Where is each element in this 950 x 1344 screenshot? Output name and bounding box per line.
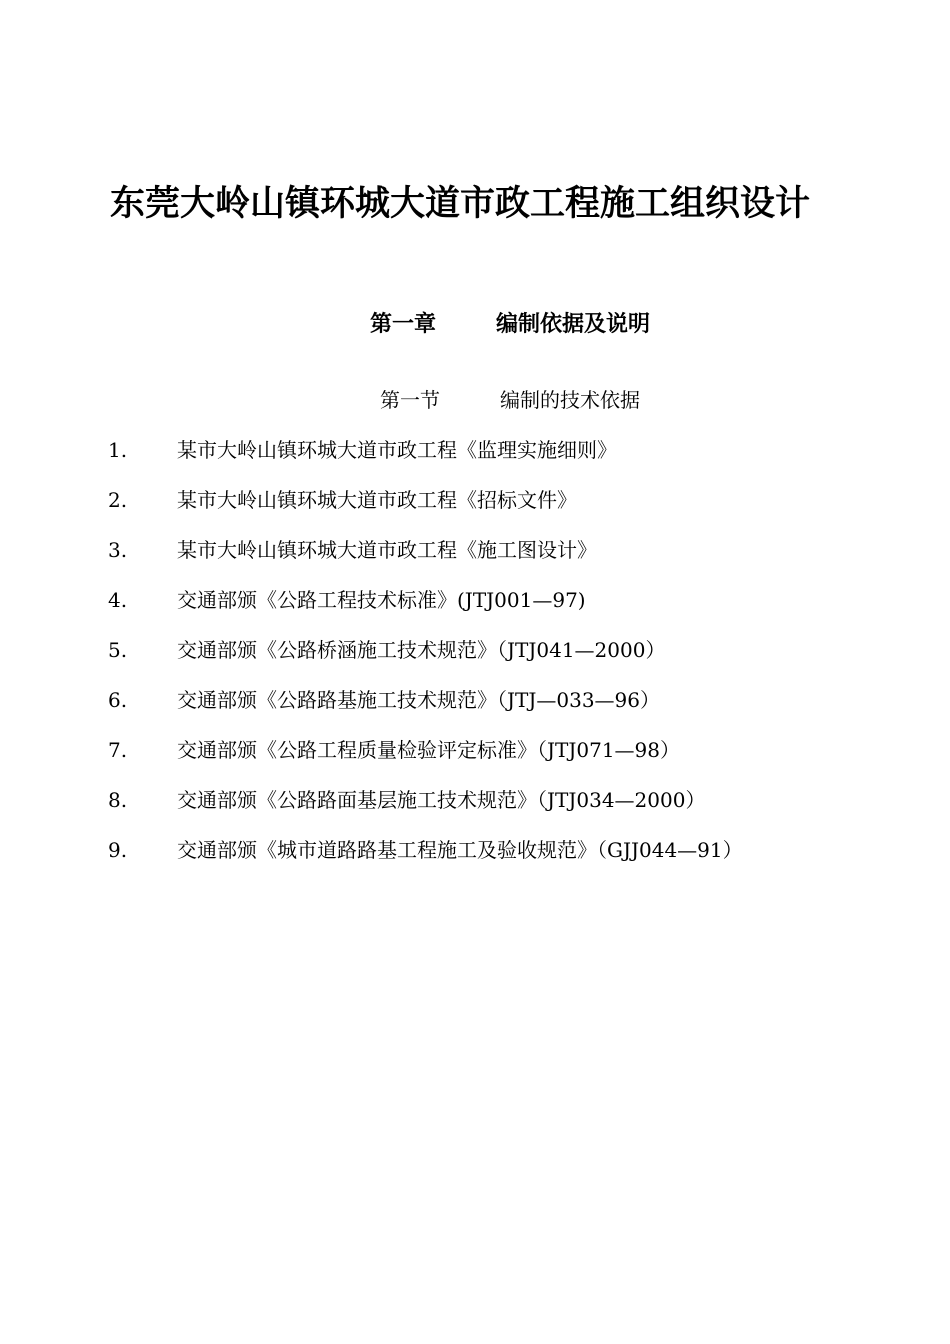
list-item-text: 交通部颁《城市道路路基工程施工及验收规范》（GJJ044—91） [177, 838, 743, 862]
document-title: 东莞大岭山镇环城大道市政工程施工组织设计 [109, 184, 810, 224]
section-number: 第一节 [380, 388, 440, 412]
list-item [108, 434, 743, 484]
section-heading [380, 385, 640, 415]
list-item [108, 634, 743, 684]
list-item-text: 交通部颁《公路工程技术标准》(JTJ001—97) [177, 588, 586, 612]
list-item-index: 4. [108, 588, 128, 612]
list-item-index: 3. [108, 538, 128, 562]
list-item-text: 某市大岭山镇环城大道市政工程《施工图设计》 [177, 538, 597, 562]
list-item-text: 交通部颁《公路路基施工技术规范》（JTJ—033—96） [177, 688, 660, 712]
list-item-index: 6. [108, 688, 128, 712]
list-item-text: 交通部颁《公路路面基层施工技术规范》（JTJ034—2000） [177, 788, 706, 812]
list-item-index: 7. [108, 738, 128, 762]
list-item [108, 784, 743, 834]
list-item [108, 734, 743, 784]
list-item [108, 584, 743, 634]
list-item [108, 684, 743, 734]
reference-list [108, 434, 743, 884]
chapter-heading [370, 308, 650, 342]
list-item-index: 1. [108, 438, 128, 462]
list-item [108, 834, 743, 884]
list-item-text: 交通部颁《公路工程质量检验评定标准》（JTJ071—98） [177, 738, 680, 762]
list-item-index: 8. [108, 788, 128, 812]
list-item-text: 某市大岭山镇环城大道市政工程《招标文件》 [177, 488, 577, 512]
list-item-index: 2. [108, 488, 128, 512]
list-item-text: 交通部颁《公路桥涵施工技术规范》（JTJ041—2000） [177, 638, 666, 662]
list-item-index: 5. [108, 638, 128, 662]
chapter-title: 编制依据及说明 [496, 312, 651, 337]
list-item [108, 484, 743, 534]
list-item [108, 534, 743, 584]
section-title: 编制的技术依据 [500, 388, 640, 412]
chapter-number: 第一章 [370, 312, 437, 337]
list-item-index: 9. [108, 838, 128, 862]
list-item-text: 某市大岭山镇环城大道市政工程《监理实施细则》 [177, 438, 617, 462]
